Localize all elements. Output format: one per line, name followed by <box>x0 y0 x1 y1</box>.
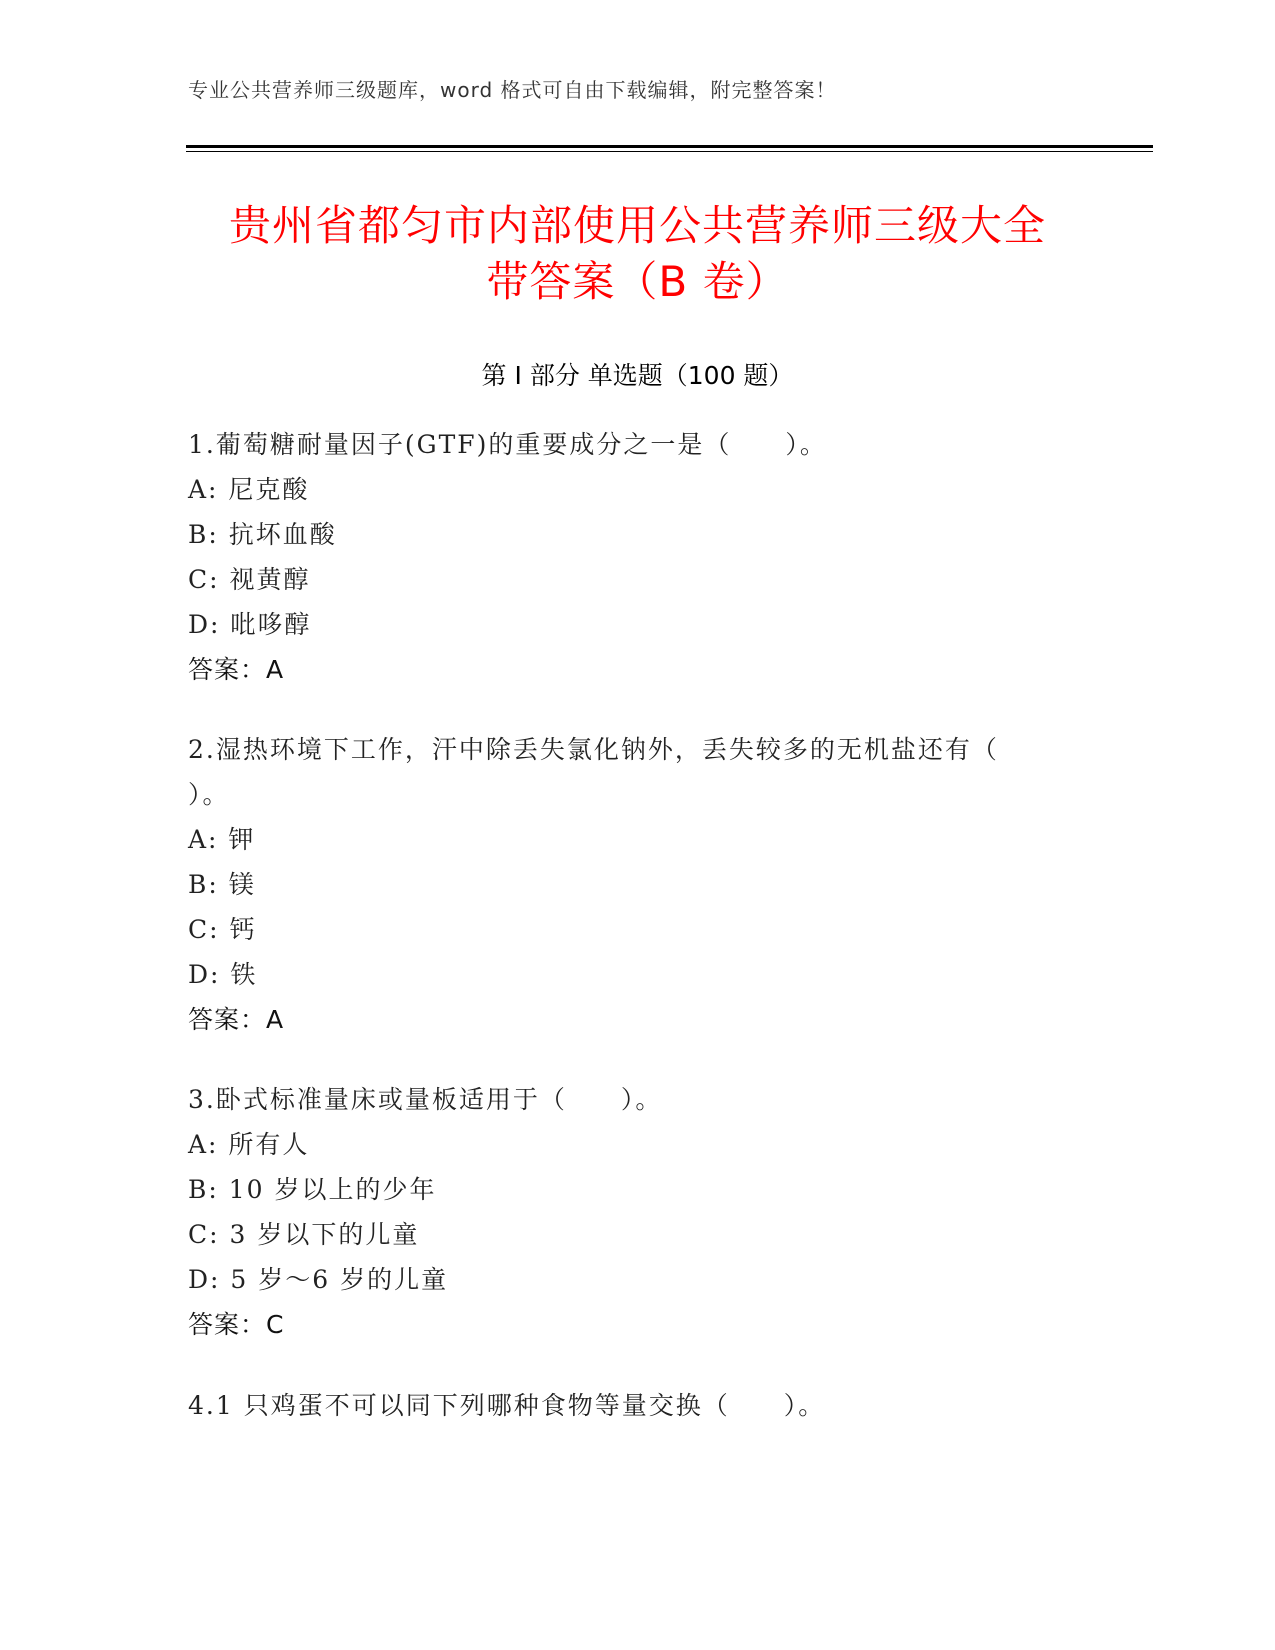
option-b: B: 抗坏血酸 <box>188 520 337 549</box>
answer: 答案：A <box>188 1005 285 1034</box>
header-rule-thick <box>186 145 1153 148</box>
option-c: C: 视黄醇 <box>188 565 311 594</box>
option-a: A: 尼克酸 <box>188 475 310 504</box>
section-heading: 第 I 部分 单选题（100 题） <box>481 361 794 390</box>
question-3 <box>188 1077 1078 1347</box>
option-d: D: 5 岁～6 岁的儿童 <box>188 1265 449 1294</box>
option-a: A: 所有人 <box>188 1130 310 1159</box>
option-c: C: 3 岁以下的儿童 <box>188 1220 420 1249</box>
question-4 <box>188 1383 1078 1428</box>
document-title <box>150 198 1125 310</box>
question-1 <box>188 422 1078 692</box>
question-stem-line-2: ）。 <box>188 780 230 809</box>
header-note: 专业公共营养师三级题库，word 格式可自由下载编辑，附完整答案！ <box>188 78 837 102</box>
question-stem: 3.卧式标准量床或量板适用于（ ）。 <box>188 1085 663 1114</box>
answer: 答案：A <box>188 655 285 684</box>
option-b: B: 10 岁以上的少年 <box>188 1175 437 1204</box>
answer: 答案：C <box>188 1310 285 1339</box>
option-d: D: 吡哆醇 <box>188 610 312 639</box>
option-c: C: 钙 <box>188 915 257 944</box>
title-line-1: 贵州省都匀市内部使用公共营养师三级大全 <box>228 201 1046 250</box>
question-stem: 4.1 只鸡蛋不可以同下列哪种食物等量交换（ ）。 <box>188 1391 826 1420</box>
question-stem: 1.葡萄糖耐量因子(GTF)的重要成分之一是（ ）。 <box>188 430 827 459</box>
option-b: B: 镁 <box>188 870 256 899</box>
question-2 <box>188 727 1078 1042</box>
title-line-2: 带答案（B 卷） <box>486 257 789 306</box>
option-a: A: 钾 <box>188 825 256 854</box>
option-d: D: 铁 <box>188 960 258 989</box>
question-stem-line-1: 2.湿热环境下工作，汗中除丢失氯化钠外，丢失较多的无机盐还有（ <box>188 735 999 764</box>
header-rule-thin <box>186 151 1153 152</box>
